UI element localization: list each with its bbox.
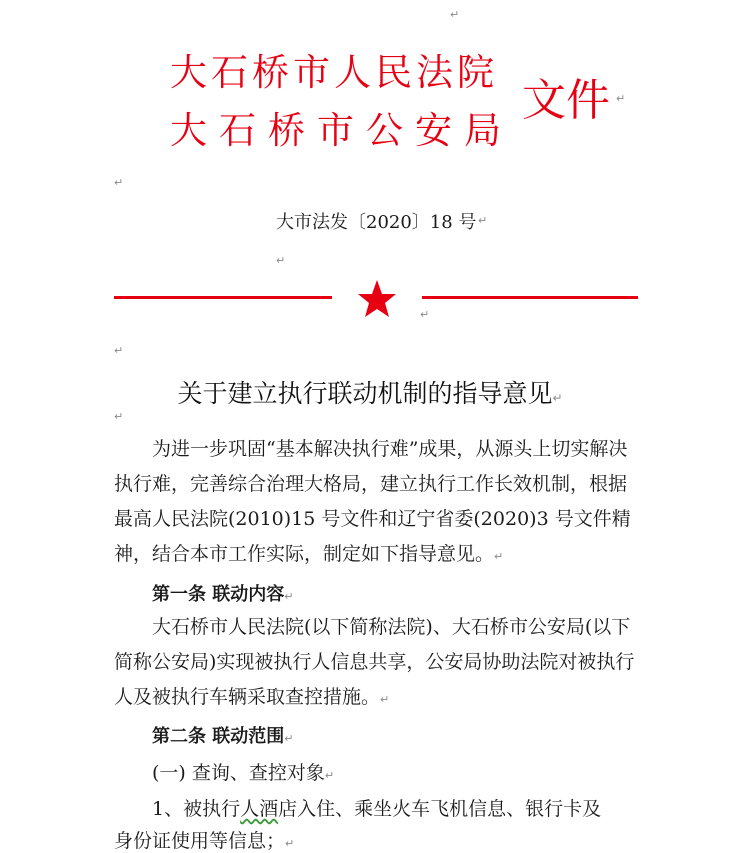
red-rule-right <box>422 296 638 299</box>
paragraph-mark: ↵ <box>114 344 124 357</box>
paragraph-mark: ↵ <box>616 92 626 105</box>
article-1-body: 大石桥市人民法院(以下简称法院)、大石桥市公安局(以下简称公安局)实现被执行人信息共享，公安局协助法院对被执行人及被执行车辆采取查控措施。↵ <box>114 616 635 708</box>
article-2-heading: 第二条 联动范围↵ <box>152 726 294 747</box>
red-star-icon <box>356 278 398 320</box>
paragraph-mark: ↵ <box>276 254 286 267</box>
article-2-item-1-cont: 身份证使用等信息；↵ <box>114 830 295 852</box>
doc-type-label: 文件 <box>522 75 610 126</box>
org-name-police: 大石桥市公安局 <box>170 109 513 152</box>
spellcheck-underline: 人酒 <box>240 798 279 820</box>
paragraph-mark: ↵ <box>114 176 124 189</box>
paragraph-mark: ↵ <box>420 308 430 321</box>
document-number: 大市法发〔2020〕18 号 <box>276 212 477 233</box>
org-name-court: 大石桥市人民法院 <box>170 51 498 94</box>
article-2-subheading: (一) 查询、查控对象↵ <box>152 762 335 784</box>
red-rule-left <box>114 296 332 299</box>
document-title: 关于建立执行联动机制的指导意见↵ <box>177 379 563 408</box>
paragraph-mark: ↵ <box>114 410 124 423</box>
article-2-item-1: 1、被执行人酒店入住、乘坐火车飞机信息、银行卡及 <box>152 798 602 820</box>
article-1-heading: 第一条 联动内容↵ <box>152 584 294 605</box>
paragraph-mark: ↵ <box>450 8 460 21</box>
paragraph-mark: ↵ <box>478 214 488 227</box>
intro-paragraph: 为进一步巩固“基本解决执行难”成果，从源头上切实解决执行难，完善综合治理大格局，建立执行工作长效机制，根据最高人民法院(2010)15 号文件和辽宁省委(2020)3 号文件精神，结合本市工作实际，制定如下指导意见。↵ <box>114 438 631 565</box>
